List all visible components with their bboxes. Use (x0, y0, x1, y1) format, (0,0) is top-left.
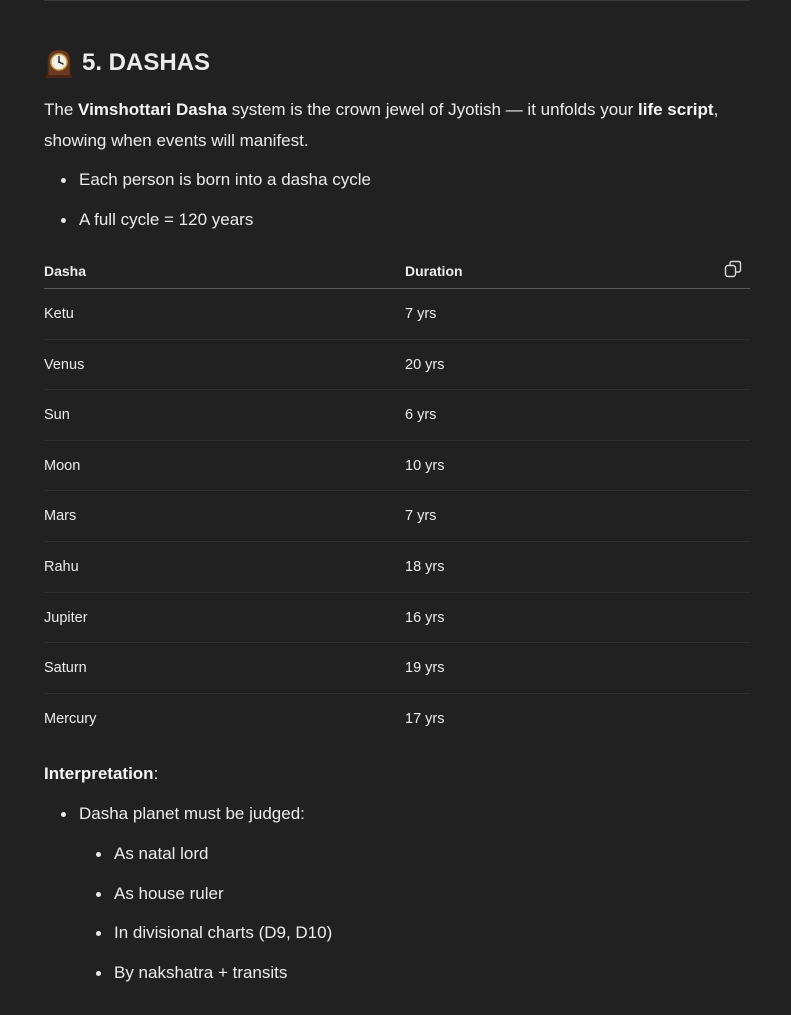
column-header-dasha: Dasha (44, 263, 87, 279)
cell-duration: 19 yrs (405, 660, 445, 677)
copy-icon[interactable] (724, 260, 742, 278)
emphasis-vimshottari: Vimshottari Dasha (78, 100, 227, 119)
list-item: As house ruler (114, 882, 332, 922)
intro-paragraph: The Vimshottari Dasha system is the crown jewel of Jyotish — it unfolds your life script, showing when events will manifest. (44, 100, 719, 150)
mantelpiece-clock-icon (44, 47, 74, 79)
cell-duration: 20 yrs (405, 356, 445, 373)
list-item: By nakshatra + transits (114, 961, 332, 1001)
cell-dasha: Jupiter (44, 609, 88, 626)
cell-dasha: Sun (44, 407, 70, 424)
table-row (44, 441, 750, 492)
cell-dasha: Venus (44, 356, 85, 373)
cell-duration: 16 yrs (405, 609, 445, 626)
cell-duration: 7 yrs (405, 306, 437, 322)
table-row (44, 289, 750, 340)
table-header (44, 252, 750, 289)
cell-dasha: Mercury (44, 710, 97, 727)
table-row (44, 643, 750, 694)
table-row (44, 491, 750, 542)
list-item: Dasha planet must be judged: (79, 802, 305, 842)
list-item: Each person is born into a dasha cycle (79, 168, 371, 208)
list-item: As natal lord (114, 842, 332, 882)
interpretation-label: Interpretation: (44, 764, 159, 783)
table-row (44, 542, 750, 593)
interpretation-list (79, 802, 305, 842)
table-row (44, 694, 750, 744)
cell-duration: 18 yrs (405, 558, 445, 575)
cell-duration: 7 yrs (405, 508, 437, 525)
cell-dasha: Saturn (44, 660, 87, 677)
cell-dasha: Moon (44, 457, 81, 474)
cell-dasha: Mars (44, 508, 77, 525)
intro-bullet-list (79, 168, 371, 248)
list-item: In divisional charts (D9, D10) (114, 921, 332, 961)
table-row (44, 340, 750, 391)
list-item: A full cycle = 120 years (79, 208, 371, 248)
emphasis-life-script: life script (638, 100, 714, 119)
section-heading (44, 44, 210, 82)
table-row (44, 390, 750, 441)
cell-duration: 6 yrs (405, 407, 437, 424)
section-divider (44, 0, 750, 1)
dasha-table (44, 252, 750, 743)
column-header-duration: Duration (405, 263, 463, 279)
table-row (44, 593, 750, 644)
section-title: 5. DASHAS (82, 49, 211, 76)
cell-duration: 17 yrs (405, 710, 445, 727)
cell-dasha: Ketu (44, 306, 74, 322)
cell-duration: 10 yrs (405, 457, 445, 474)
cell-dasha: Rahu (44, 558, 79, 575)
interpretation-sublist (114, 842, 332, 1001)
